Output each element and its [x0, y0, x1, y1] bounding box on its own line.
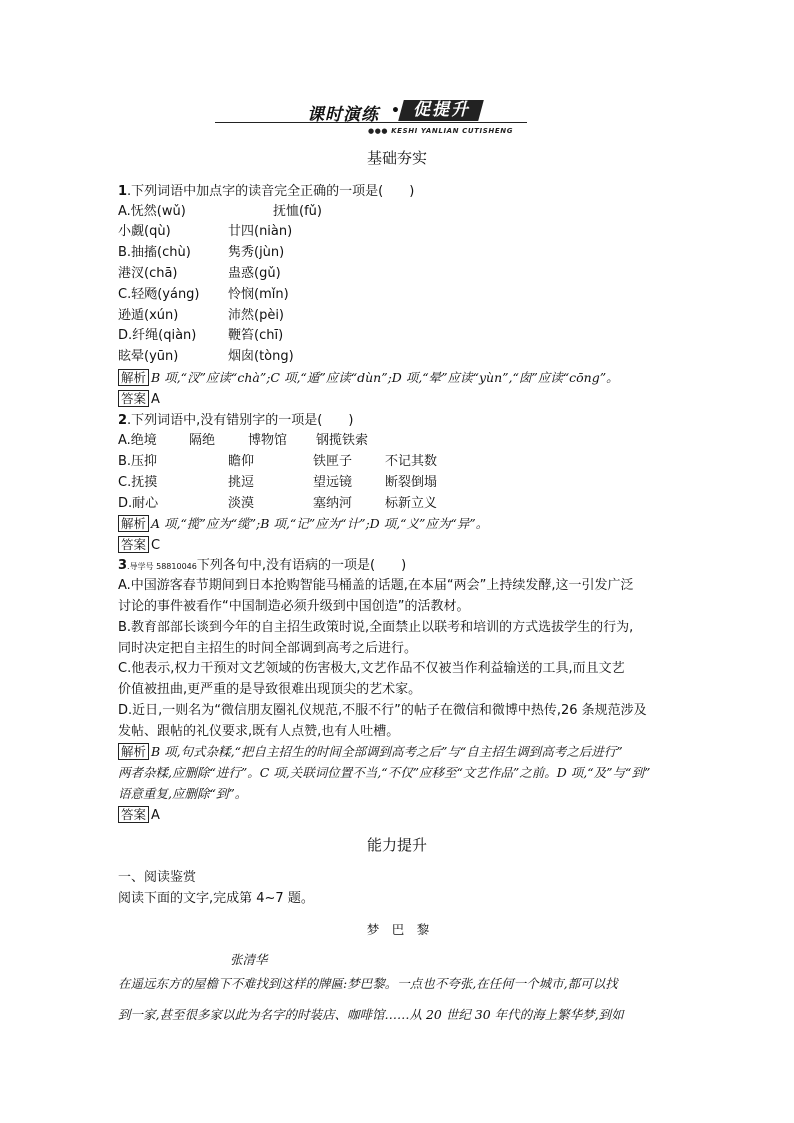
q2-row: A.绝境 隔绝 博物馆 钢揽铁索 — [118, 433, 369, 448]
q3-line: 同时决定把自主招生的时间全部调到高考之后进行。 — [118, 641, 418, 656]
q1-number: 1 — [118, 184, 128, 199]
q3-line: 讨论的事件被看作“中国制造必须升级到中国创造”的活教材。 — [118, 599, 470, 614]
q3-line: B.教育部部长谈到今年的自主招生政策时说,全面禁止以联考和培训的方式选拔学生的行为, — [118, 620, 634, 635]
q1-row: B.抽搐(chù) 隽秀(jùn) — [118, 245, 285, 260]
q2-stem: 2.下列词语中,没有错别字的一项是( ) — [118, 413, 354, 428]
q1-row: 眩晕(yūn) 烟囱(tòng) — [118, 349, 294, 364]
q1-row: 小觑(qù) 廿四(niàn) — [118, 224, 293, 239]
q2-row: D.耐心 淡漠 塞纳河 标新立义 — [118, 496, 438, 511]
answer-tag: 答案 — [118, 806, 149, 823]
q1-stem-text: .下列词语中加点字的读音完全正确的一项是( ) — [127, 184, 415, 199]
analysis-tag: 解析 — [118, 515, 149, 532]
reading-instruction: 阅读下面的文字,完成第 4~7 题。 — [118, 891, 314, 906]
q3-line: 发帖、跟帖的礼仪要求,既有人点赞,也有人吐槽。 — [118, 724, 400, 739]
essay-title: 梦 巴 黎 — [366, 922, 430, 937]
analysis-tag: 解析 — [118, 369, 149, 386]
banner-title: 课时演练 — [307, 105, 379, 125]
banner-subtitle: ●●● KESHI YANLIAN CUTISHENG — [368, 127, 514, 135]
q3-line: 价值被扭曲,更严重的是导致很难出现顶尖的艺术家。 — [118, 682, 422, 697]
q3-analysis-line: 两者杂糅,应删除“进行”。C 项,关联词位置不当,“不仅”应移至“文艺作品”之前。D 项,“及”与“到” — [118, 765, 651, 780]
analysis-tag: 解析 — [118, 743, 149, 760]
header-banner — [215, 100, 527, 124]
essay-line: 在遥远东方的屋檐下不难找到这样的牌匾:梦巴黎。一点也不夸张,在任何一个城市,都可以找 — [118, 976, 618, 991]
q1-analysis: 解析 B 项,“汊”应读“chà”;C 项,“遁”应读“dùn”;D 项,“晕”应读“yùn”,“囱”应读“cōng”。 — [118, 369, 619, 387]
q2-answer: 答案 C — [118, 536, 160, 554]
q3-code: .导学号 58810046 — [127, 562, 197, 571]
q2-row: B.压抑 瞻仰 铁匣子 不记其数 — [118, 454, 438, 469]
banner-highlight-text: 促提升 — [412, 100, 470, 120]
section-title-advanced: 能力提升 — [366, 836, 427, 854]
q3-answer: 答案 A — [118, 806, 160, 824]
banner-dot: • — [391, 103, 400, 119]
q1-answer: 答案 A — [118, 390, 160, 408]
essay-author: 张清华 — [230, 952, 268, 967]
q3-number: 3 — [118, 558, 128, 573]
q1-row: 港汊(chā) 蛊惑(gǔ) — [118, 266, 281, 281]
essay-line: 到一家,甚至很多家以此为名字的时装店、咖啡馆……从 20 世纪 30 年代的海上繁华梦,到如 — [118, 1007, 624, 1022]
q1-row: C.轻飏(yáng) 怜悯(mǐn) — [118, 287, 289, 302]
q3-analysis-line: 语意重复,应删除“到”。 — [118, 786, 248, 801]
q1-row: 逊遁(xún) 沛然(pèi) — [118, 308, 285, 323]
q1-row: A.怃然(wǔ) 抚恤(fǔ) — [118, 204, 322, 219]
q2-number: 2 — [118, 413, 128, 428]
q3-analysis: 解析 B 项,句式杂糅,“把自主招生的时间全部调到高考之后”与“自主招生调到高考之后进行” — [118, 743, 623, 761]
banner-highlight — [398, 100, 484, 121]
q1-row: D.纤绳(qiàn) 鞭笞(chī) — [118, 328, 284, 343]
q3-line: D.近日,一则名为“微信朋友圈礼仪规范,不服不行”的帖子在微信和微博中热传,26 条规范涉及 — [118, 703, 647, 718]
section-title-basic: 基础夯实 — [366, 149, 427, 167]
q3-line: A.中国游客春节期间到日本抢购智能马桶盖的话题,在本届“两会”上持续发酵,这一引发广泛 — [118, 578, 634, 593]
answer-tag: 答案 — [118, 536, 149, 553]
q2-analysis: 解析 A 项,“揽”应为“缆”;B 项,“记”应为“计”;D 项,“义”应为“异”。 — [118, 515, 488, 533]
q3-stem: 3.导学号 58810046下列各句中,没有语病的一项是( ) — [118, 558, 407, 573]
q1-stem — [118, 183, 414, 200]
part-heading: 一、阅读鉴赏 — [118, 870, 197, 885]
q2-row: C.抚摸 挑逗 望远镜 断裂倒塌 — [118, 475, 438, 490]
q3-line: C.他表示,权力干预对文艺领域的伤害极大,文艺作品不仅被当作利益输送的工具,而且文艺 — [118, 661, 625, 676]
answer-tag: 答案 — [118, 390, 149, 407]
